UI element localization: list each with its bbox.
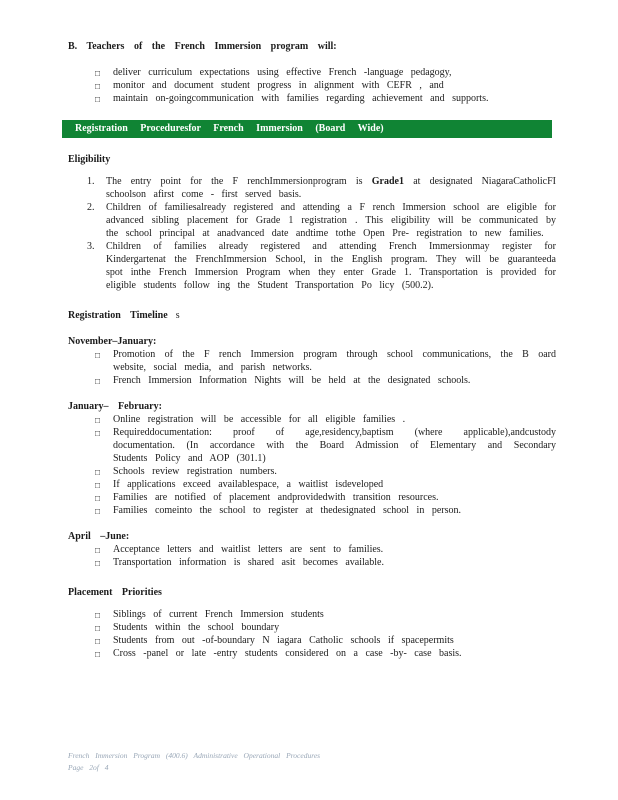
timeline-subsection-heading: January– February: — [68, 401, 162, 412]
item-text — [106, 202, 556, 239]
bold-text-segment: Grade1 — [371, 176, 404, 187]
footer-page-number: Page 2of 4 — [68, 763, 109, 772]
bullet-item — [68, 374, 556, 387]
bullet-item — [68, 478, 556, 491]
square-bullet-icon: □ — [95, 648, 101, 659]
bullet-text: Siblings of current French Immersion students — [113, 609, 324, 620]
bullet-text: Cross -panel or late -entry students considered on a case -by- case basis. — [113, 648, 462, 659]
bullet-text: Schools review registration numbers. — [113, 466, 277, 477]
item-number: 2. — [87, 202, 95, 213]
bullet-item — [68, 79, 556, 92]
bullet-item — [68, 647, 556, 660]
eligibility-numbered-list — [68, 175, 556, 292]
timeline-heading-suffix: s — [175, 310, 180, 321]
timeline-subsection-heading: April –June: — [68, 531, 130, 542]
item-text — [106, 176, 556, 200]
bullet-item — [68, 426, 556, 465]
square-bullet-icon: □ — [95, 492, 101, 503]
bullet-text: Families are notified of placement andprovidedwith transition resources. — [113, 492, 439, 503]
square-bullet-icon: □ — [95, 375, 101, 386]
bullet-item — [68, 543, 556, 556]
timeline-bullet-list — [68, 348, 556, 387]
bullet-text: Requireddocumentation: proof of age,residency,baptism (where applicable),andcustody documentation. (In accordance with the Board Admission of Elementary and Secondary Students Policy and AOP (301.1) — [113, 427, 556, 464]
footer-document-title: French Immersion Program (400.6) Administrative Operational Procedures — [68, 751, 321, 760]
square-bullet-icon: □ — [95, 414, 101, 425]
bullet-item — [68, 348, 556, 374]
bullet-text: French Immersion Information Nights will be held at the designated schools. — [113, 375, 471, 386]
bullet-text: deliver curriculum expectations using effective French -language pedagogy, — [113, 67, 452, 78]
bullet-text: Acceptance letters and waitlist letters are sent to families. — [113, 544, 384, 555]
square-bullet-icon: □ — [95, 427, 101, 438]
bullet-item — [68, 491, 556, 504]
bullet-item — [68, 634, 556, 647]
bullet-text: Families comeinto the school to register at thedesignated school in person. — [113, 505, 461, 516]
registration-banner-title: Registration Proceduresfor French Immersion (Board Wide) — [75, 123, 384, 134]
timeline-bullet-list — [68, 543, 556, 569]
teachers-bullet-list — [68, 66, 556, 105]
timeline-subsections — [68, 335, 556, 569]
text-segment: at designated NiagaraCatholicFI schoolson afirst come - first served basis. — [106, 176, 557, 200]
bullet-text: maintain on-goingcommunication with families regarding achievement and supports. — [113, 93, 489, 104]
bullet-text: Promotion of the F rench Immersion program through school communications, the B oard website, social media, and parish networks. — [113, 349, 556, 373]
timeline-bullet-list — [68, 413, 556, 517]
item-text — [106, 241, 556, 291]
square-bullet-icon: □ — [95, 622, 101, 633]
text-segment: The entry point for the F renchImmersionprogram is — [106, 176, 372, 187]
page-footer — [68, 750, 556, 774]
square-bullet-icon: □ — [95, 466, 101, 477]
bullet-item — [68, 556, 556, 569]
timeline-heading-bold: Registration Timeline — [68, 310, 168, 321]
bullet-text: If applications exceed availablespace, a waitlist isdeveloped — [113, 479, 384, 490]
registration-timeline-heading — [68, 309, 556, 322]
item-number: 3. — [87, 241, 95, 252]
eligibility-heading: Eligibility — [68, 154, 111, 165]
square-bullet-icon: □ — [95, 479, 101, 490]
bullet-item — [68, 465, 556, 478]
bullet-text: Students within the school boundary — [113, 622, 280, 633]
square-bullet-icon: □ — [95, 544, 101, 555]
registration-banner — [62, 120, 552, 138]
bullet-text: Online registration will be accessible for all eligible families . — [113, 414, 406, 425]
square-bullet-icon: □ — [95, 609, 101, 620]
square-bullet-icon: □ — [95, 635, 101, 646]
bullet-item — [68, 621, 556, 634]
bullet-text: monitor and document student progress in alignment with CEFR , and — [113, 80, 444, 91]
square-bullet-icon: □ — [95, 80, 101, 91]
teachers-section-heading: B. Teachers of the French Immersion program will: — [68, 41, 337, 52]
text-segment: Children of familiesalready registered and attending a F rench Immersion school are eligible for advanced sibling placement for Grade 1 registration . This eligibility will be communicated by the school principal at anadvanced date andtime tothe Open Pre- registration to new families. — [106, 202, 556, 239]
square-bullet-icon: □ — [95, 505, 101, 516]
numbered-item — [68, 201, 556, 240]
timeline-subsection-heading: November–January: — [68, 336, 157, 347]
placement-bullet-list — [68, 608, 556, 660]
bullet-item — [68, 66, 556, 79]
placement-priorities-heading: Placement Priorities — [68, 587, 162, 598]
bullet-text: Students from out -of-boundary N iagara Catholic schools if spacepermits — [113, 635, 454, 646]
square-bullet-icon: □ — [95, 557, 101, 568]
bullet-text: Transportation information is shared asit becomes available. — [113, 557, 384, 568]
numbered-item — [68, 240, 556, 292]
square-bullet-icon: □ — [95, 67, 101, 78]
bullet-item — [68, 504, 556, 517]
bullet-item — [68, 413, 556, 426]
bullet-item — [68, 92, 556, 105]
square-bullet-icon: □ — [95, 349, 101, 360]
square-bullet-icon: □ — [95, 93, 101, 104]
text-segment: Children of families already registered and attending French Immersionmay register for Kindergartenat the FrenchImmersion School, in the English program. They will be guaranteeda spot inthe French Immersion Program when they enter Grade 1. Transportation is provided for eligible students follow ing the Student Transportation Po licy (500.2). — [106, 241, 556, 291]
item-number: 1. — [87, 176, 95, 187]
numbered-item — [68, 175, 556, 201]
bullet-item — [68, 608, 556, 621]
